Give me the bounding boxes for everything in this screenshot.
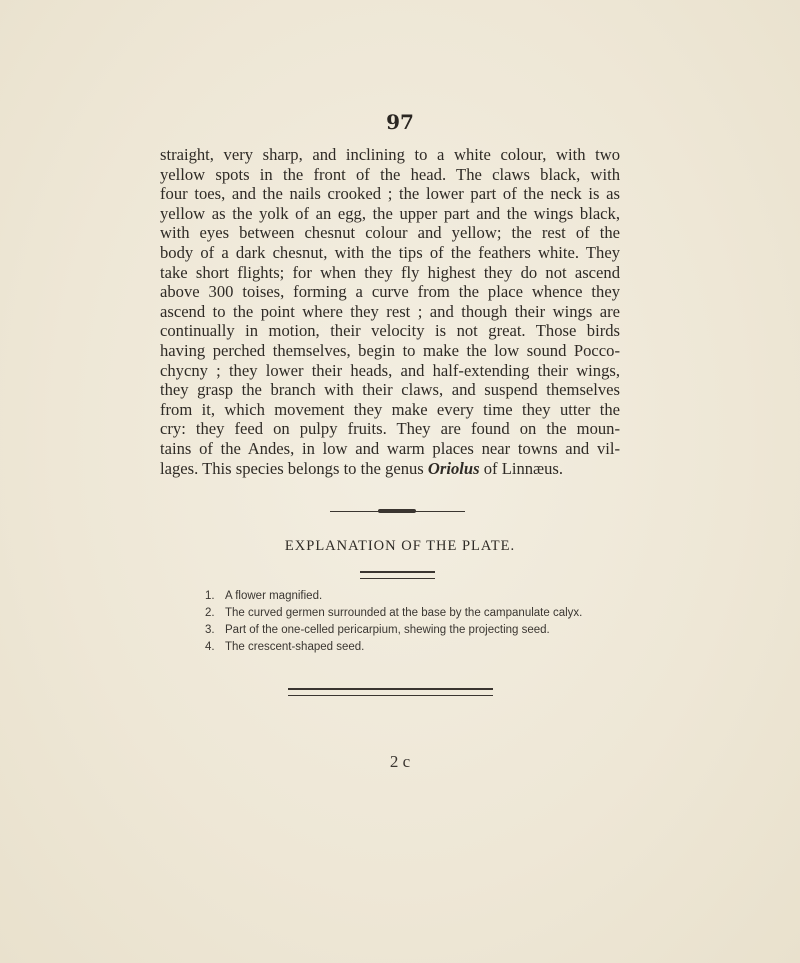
body-line-last-before: lages. This species belongs to the genus	[160, 458, 428, 478]
body-line: with eyes between chesnut colour and yellow; the rest of the	[160, 223, 620, 243]
item-number: 3.	[205, 624, 215, 636]
body-line: chycny ; they lower their heads, and half-extending their wings,	[160, 360, 620, 380]
body-line: having perched themselves, begin to make the low sound Pocco-	[160, 340, 620, 360]
body-line-last	[160, 459, 620, 479]
item-text: Part of the one-celled pericarpium, shewing the projecting seed.	[225, 624, 550, 636]
body-line: cry: they feed on pulpy fruits. They are found on the moun-	[160, 419, 620, 439]
body-line: ascend to the point where they rest ; and though their wings are	[160, 301, 620, 321]
body-line: yellow as the yolk of an egg, the upper part and the wings black,	[160, 203, 620, 223]
body-line: straight, very sharp, and inclining to a white colour, with two	[160, 145, 620, 164]
item-number: 2.	[205, 607, 215, 619]
body-line: above 300 toises, forming a curve from the place whence they	[160, 282, 620, 302]
signature-mark: 2 c	[389, 752, 411, 771]
body-line: they grasp the branch with their claws, and suspend themselves	[160, 380, 620, 400]
explanation-heading: EXPLANATION OF THE PLATE.	[284, 538, 516, 554]
body-text	[160, 145, 620, 478]
section-divider-ornament	[378, 509, 416, 513]
genus-name: Oriolus	[427, 458, 480, 478]
list-item	[205, 639, 645, 656]
item-text: The curved germen surrounded at the base by the campanulate calyx.	[225, 607, 583, 619]
plate-explanation-list	[205, 588, 645, 656]
closing-rule	[288, 688, 493, 696]
item-number: 4.	[205, 641, 215, 653]
body-line: continually in motion, their velocity is not great. Those birds	[160, 321, 620, 341]
body-line: tains of the Andes, in low and warm places near towns and vil-	[160, 438, 620, 458]
item-text: The crescent-shaped seed.	[225, 641, 365, 653]
body-line-last-after: of Linnæus.	[479, 458, 564, 478]
heading-underline	[360, 571, 435, 579]
page-number: 97	[386, 110, 414, 134]
item-number: 1.	[205, 590, 215, 602]
body-line: body of a dark chesnut, with the tips of the feathers white. They	[160, 242, 620, 262]
body-line: from it, which movement they make every time they utter the	[160, 399, 620, 419]
body-line: four toes, and the nails crooked ; the lower part of the neck is as	[160, 184, 620, 204]
body-line: yellow spots in the front of the head. The claws black, with	[160, 164, 620, 184]
list-item	[205, 605, 645, 622]
item-text: A flower magnified.	[225, 590, 323, 602]
list-item	[205, 622, 645, 639]
body-line: take short flights; for when they fly highest they do not ascend	[160, 262, 620, 282]
list-item	[205, 588, 645, 605]
